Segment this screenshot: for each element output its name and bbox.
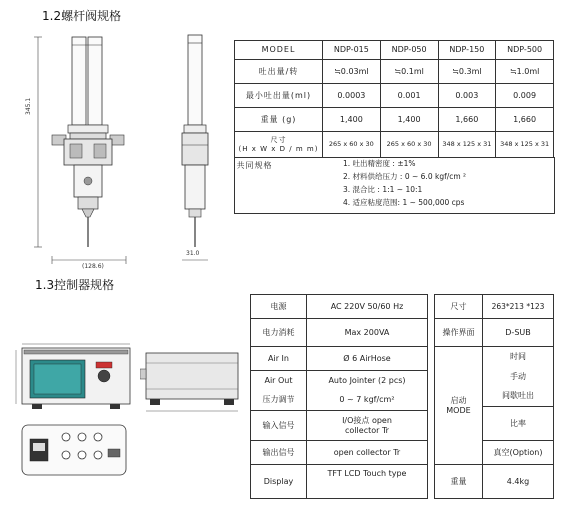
table-row <box>251 347 428 371</box>
table-row <box>251 371 428 391</box>
table-row <box>435 319 554 347</box>
weight-label: 重量 <box>435 465 483 499</box>
section-title-controller: 1.3控制器规格 <box>35 278 115 292</box>
row-label: 压力调节 <box>251 391 307 411</box>
table-row <box>435 465 554 499</box>
controller-front-drawing <box>12 338 132 418</box>
row-label: 尺寸 (H x W x D / m m) <box>235 132 323 158</box>
size-value: 263*213 *123 <box>483 295 554 319</box>
table-header-row <box>235 41 554 60</box>
row-label: Display <box>251 465 307 499</box>
table-row <box>235 60 554 84</box>
common-item: 3. 混合比 : 1:1 ~ 10:1 <box>343 185 423 194</box>
table-row <box>251 411 428 441</box>
mode-item: 时间 <box>483 347 554 367</box>
common-item: 4. 适应粘度范围: 1 ~ 500,000 cps <box>343 198 465 207</box>
row-label: 电力消耗 <box>251 319 307 347</box>
controller-spec-table <box>250 294 428 499</box>
table-row <box>235 84 554 108</box>
controller-rear-drawing <box>20 423 130 478</box>
mode-item: 比率 <box>483 407 554 441</box>
cell: 348 x 125 x 31 <box>438 132 496 158</box>
table-row <box>435 295 554 319</box>
common-item: 1. 吐出精密度 : ±1% <box>343 159 416 168</box>
mode-item: 手动 <box>483 367 554 387</box>
table-row <box>235 108 554 132</box>
cell: 0.001 <box>380 84 438 108</box>
panel-value: D-SUB <box>483 319 554 347</box>
cell: 1,400 <box>380 108 438 132</box>
valve-front-drawing <box>30 25 160 275</box>
common-spec-label: 共同规格 <box>236 161 273 170</box>
cell: Auto Jointer (2 pcs) <box>307 371 428 391</box>
mode-item: 间歇吐出 <box>483 387 554 407</box>
cell: I/O接点 open collector Tr <box>307 411 428 441</box>
cell: Max 200VA <box>307 319 428 347</box>
row-label: 输出信号 <box>251 441 307 465</box>
cell: ≒0.03ml <box>323 60 381 84</box>
row-label: 吐出量/转 <box>235 60 323 84</box>
table-row <box>251 391 428 411</box>
header-ndp-050: NDP-050 <box>380 41 438 60</box>
table-row <box>251 441 428 465</box>
row-label: 输入信号 <box>251 411 307 441</box>
mode-label: 启动 MODE <box>435 347 483 465</box>
mode-item: 真空(Option) <box>483 441 554 465</box>
width-dimension-label: (128.6) <box>82 263 104 270</box>
cell: open collector Tr <box>307 441 428 465</box>
panel-label: 操作界面 <box>435 319 483 347</box>
row-label: Air In <box>251 347 307 371</box>
table-row <box>251 295 428 319</box>
cell: Ø 6 AirHose <box>307 347 428 371</box>
cell: 265 x 60 x 30 <box>323 132 381 158</box>
cell: ≒0.3ml <box>438 60 496 84</box>
cell: ≒0.1ml <box>380 60 438 84</box>
controller-spec-table-right <box>434 294 554 499</box>
table-row <box>251 319 428 347</box>
cell: 0 ~ 7 kgf/cm² <box>307 391 428 411</box>
cell: 265 x 60 x 30 <box>380 132 438 158</box>
height-dimension-label: 345.1 <box>25 97 32 115</box>
cell: TFT LCD Touch type <box>307 465 428 499</box>
cell: 0.003 <box>438 84 496 108</box>
cell: 1,400 <box>323 108 381 132</box>
header-ndp-500: NDP-500 <box>496 41 554 60</box>
weight-value: 4.4kg <box>483 465 554 499</box>
row-label: 电源 <box>251 295 307 319</box>
cell: 1,660 <box>438 108 496 132</box>
cell: 1,660 <box>496 108 554 132</box>
controller-side-drawing <box>140 345 240 415</box>
size-label: 尺寸 <box>435 295 483 319</box>
table-row <box>235 132 554 158</box>
header-model: MODEL <box>235 41 323 60</box>
header-ndp-015: NDP-015 <box>323 41 381 60</box>
header-ndp-150: NDP-150 <box>438 41 496 60</box>
row-label: 最小吐出量(ml) <box>235 84 323 108</box>
table-row <box>251 465 428 499</box>
section-title-valve: 1.2螺杆阀规格 <box>42 9 122 23</box>
common-item: 2. 材料供给压力 : 0 ~ 6.0 kgf/cm ² <box>343 172 467 181</box>
cell: ≒1.0ml <box>496 60 554 84</box>
side-width-label: 31.0 <box>186 250 200 257</box>
row-label: Air Out <box>251 371 307 391</box>
row-label: 重量 (g) <box>235 108 323 132</box>
valve-side-drawing <box>176 25 216 275</box>
cell: 348 x 125 x 31 <box>496 132 554 158</box>
cell: 0.0003 <box>323 84 381 108</box>
mode-row <box>435 347 554 367</box>
cell: 0.009 <box>496 84 554 108</box>
cell: AC 220V 50/60 Hz <box>307 295 428 319</box>
